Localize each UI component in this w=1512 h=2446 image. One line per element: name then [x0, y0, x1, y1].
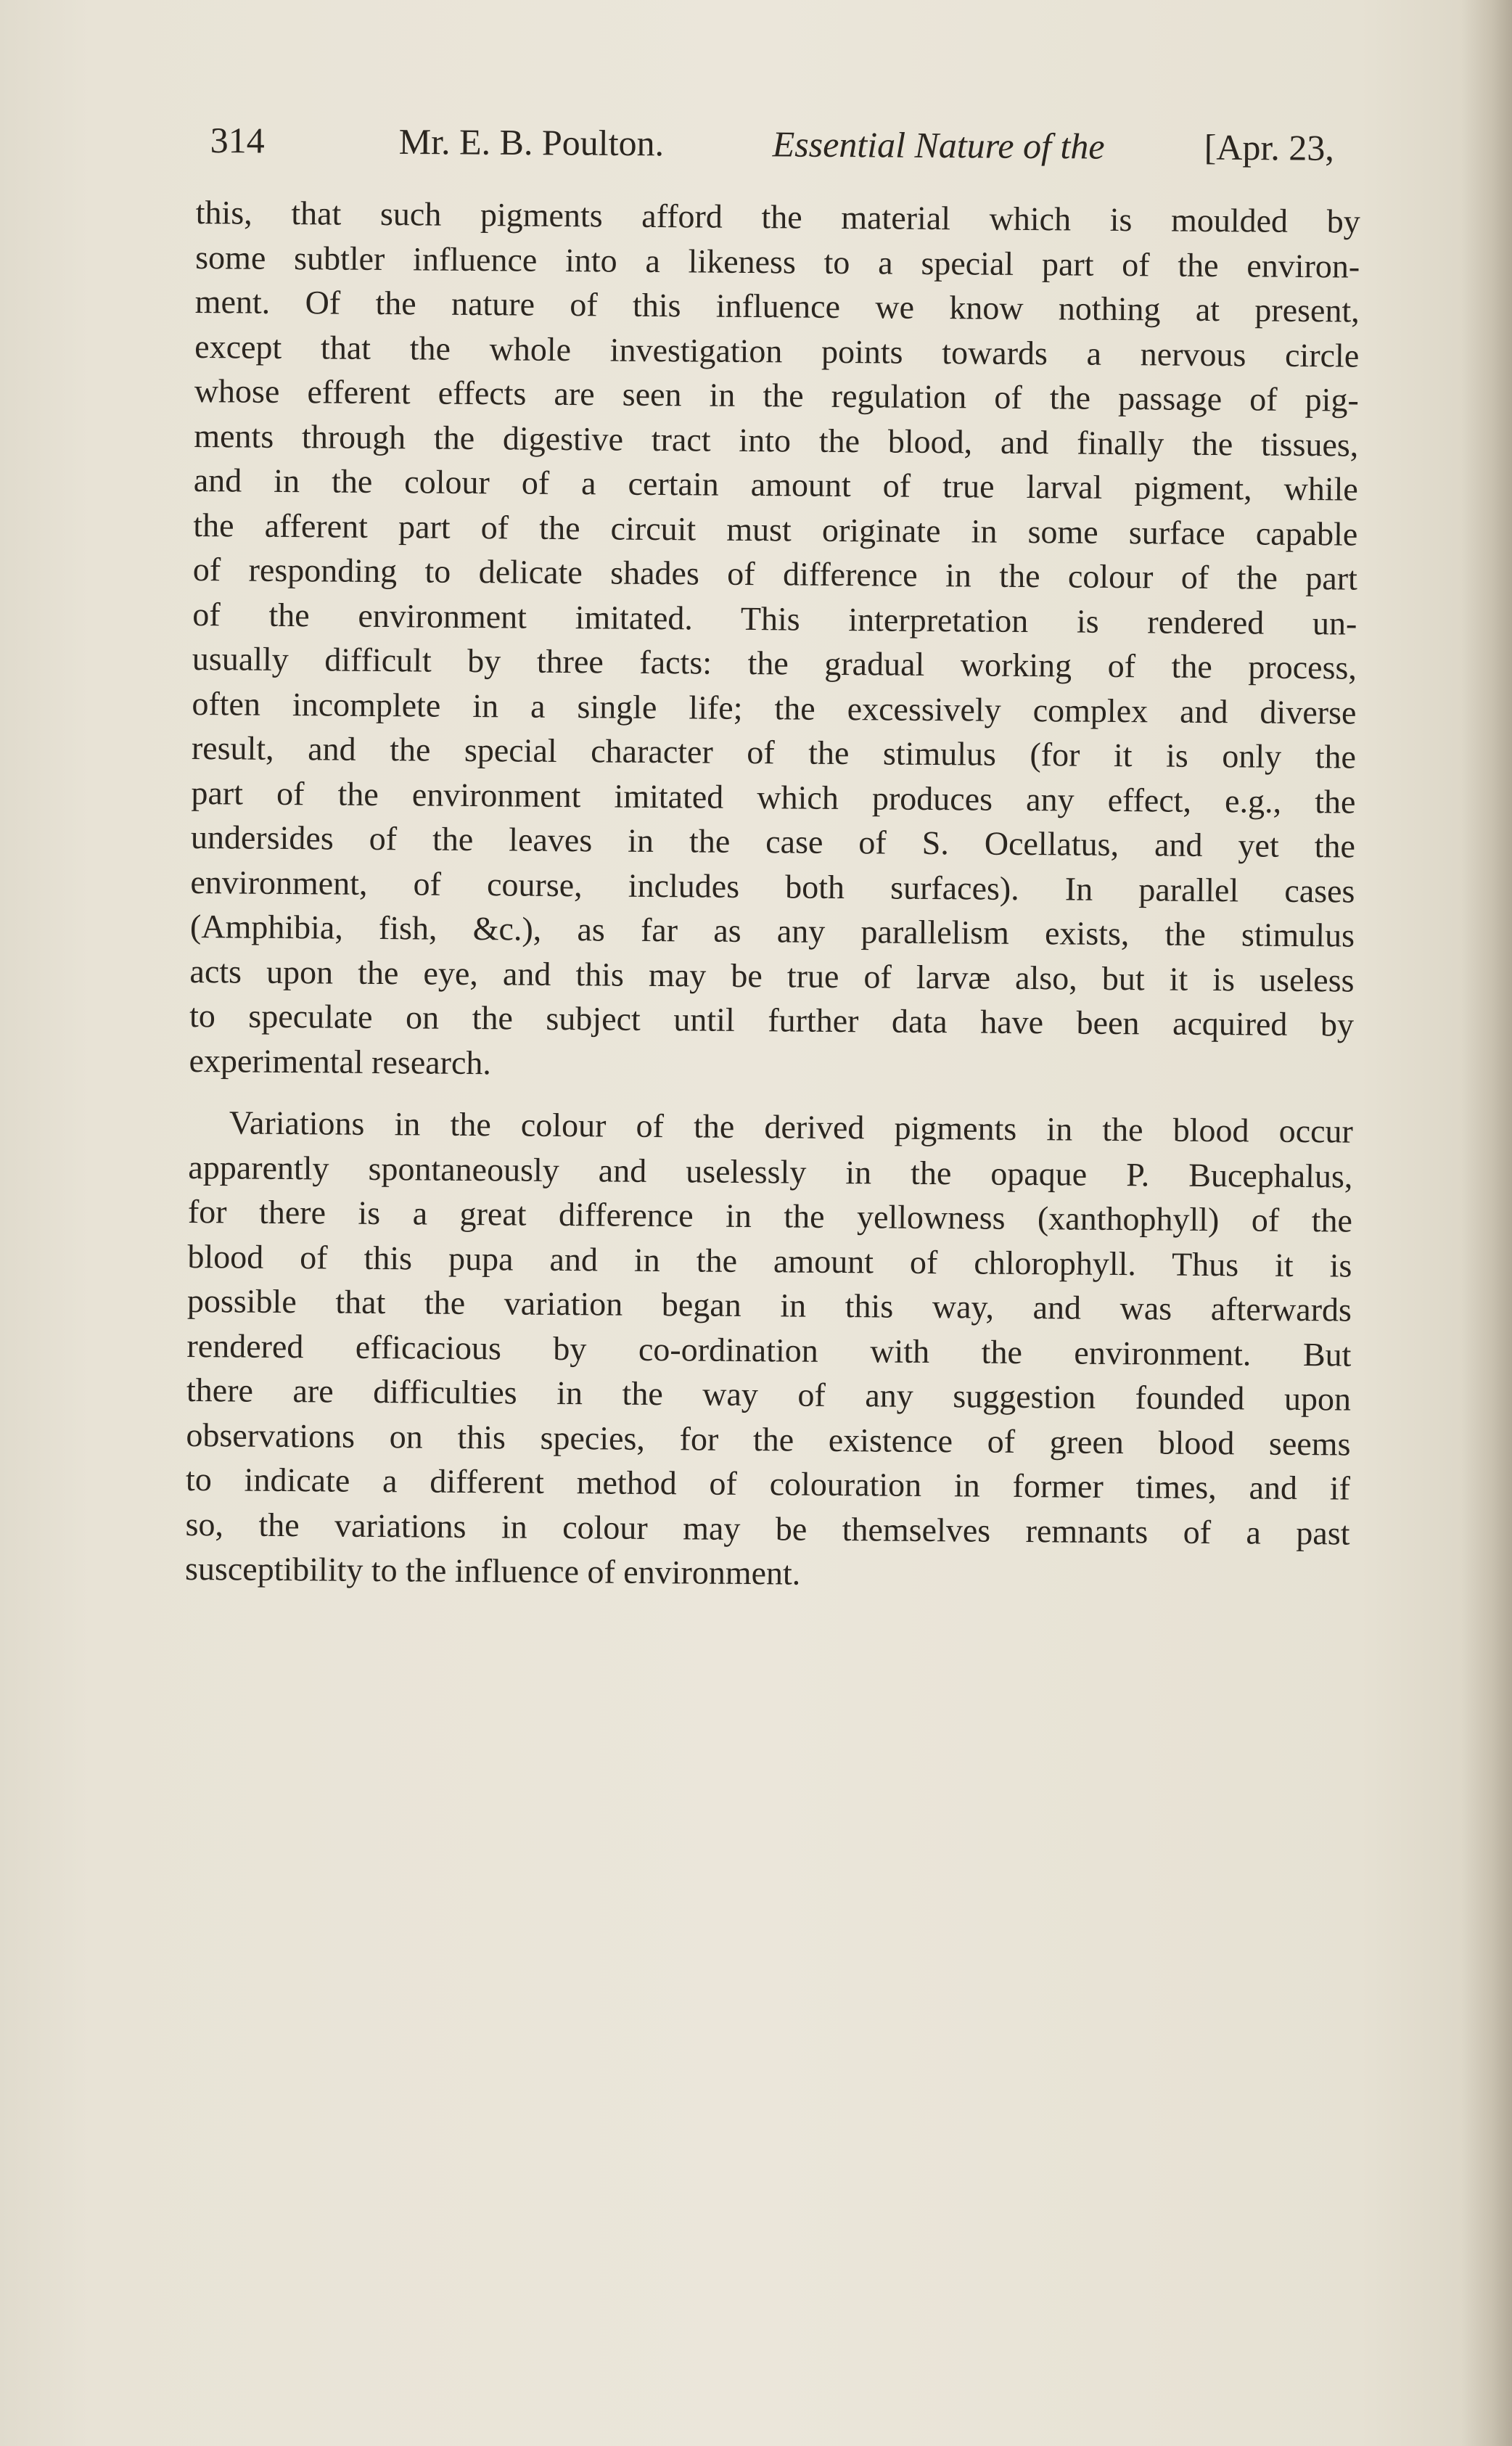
text-line: (Amphibia, fish, &c.), as far as any parallelism exists, the stimulus: [189, 907, 1355, 954]
text-line: usually difficult by three facts: the gradual working of the process,: [192, 639, 1357, 686]
text-line: ment. Of the nature of this influence we know nothing at present,: [194, 282, 1360, 329]
text-line: and in the colour of a certain amount of true larval pigment, while: [193, 461, 1359, 508]
header-date: [Apr. 23,: [1204, 126, 1335, 168]
text-line: observations on this species, for the existence of green blood seems: [186, 1416, 1351, 1463]
text-line: Variations in the colour of the derived pigments in the blood occur: [229, 1104, 1354, 1150]
page-edge-shadow: [1461, 0, 1512, 2446]
text-line: ments through the digestive tract into the blood, and finally the tissues,: [194, 416, 1359, 464]
body-text: [185, 190, 1360, 1600]
text-line: possible that the variation began in this way, and was afterwards: [186, 1281, 1352, 1329]
text-line: susceptibility to the influence of environment.: [184, 1549, 801, 1592]
text-line: acts upon the eye, and this may be true of larvæ also, but it is useless: [189, 952, 1355, 999]
text-line: so, the variations in colour may be themselves remnants of a past: [185, 1505, 1350, 1552]
text-line: of the environment imitated. This interpretation is rendered un-: [192, 595, 1357, 642]
page-number: 314: [210, 119, 265, 161]
text-line: some subtler influence into a likeness to a special part of the environ-: [195, 238, 1360, 285]
text-line: apparently spontaneously and uselessly in the opaque P. Bucephalus,: [188, 1148, 1353, 1195]
text-line: blood of this pupa and in the amount of chlorophyll. Thus it is: [187, 1237, 1352, 1284]
text-line: whose efferent effects are seen in the regulation of the passage of pig-: [194, 372, 1359, 419]
text-line: rendered efficacious by co-ordination with the environment. But: [186, 1326, 1352, 1374]
text-line: often incomplete in a single life; the excessively complex and diverse: [192, 684, 1357, 731]
paragraph-2: [185, 1100, 1353, 1600]
text-line: result, and the special character of the stimulus (for it is only the: [191, 729, 1357, 776]
paragraph-1: [189, 190, 1360, 1092]
text-line: to indicate a different method of colouration in former times, and if: [185, 1460, 1351, 1507]
text-line: there are difficulties in the way of any suggestion founded upon: [186, 1371, 1352, 1418]
text-line: except that the whole investigation points towards a nervous circle: [194, 327, 1360, 374]
text-line: to speculate on the subject until further data have been acquired by: [189, 996, 1355, 1043]
running-head: [210, 115, 1371, 173]
text-line: environment, of course, includes both surfaces). In parallel cases: [190, 863, 1355, 910]
running-title: Essential Nature of the: [772, 123, 1105, 167]
text-line: undersides of the leaves in the case of S. Ocellatus, and yet the: [190, 818, 1356, 865]
text-line: for there is a great difference in the yellowness (xanthophyll) of the: [187, 1192, 1353, 1239]
author-name: Mr. E. B. Poulton.: [398, 120, 665, 164]
text-line: experimental research.: [189, 1041, 492, 1081]
text-line: of responding to delicate shades of difference in the colour of the part: [192, 550, 1358, 597]
text-line: part of the environment imitated which produces any effect, e.g., the: [191, 773, 1356, 821]
text-line: the afferent part of the circuit must originate in some surface capable: [193, 506, 1358, 553]
text-line: this, that such pigments afford the material which is moulded by: [195, 193, 1360, 240]
